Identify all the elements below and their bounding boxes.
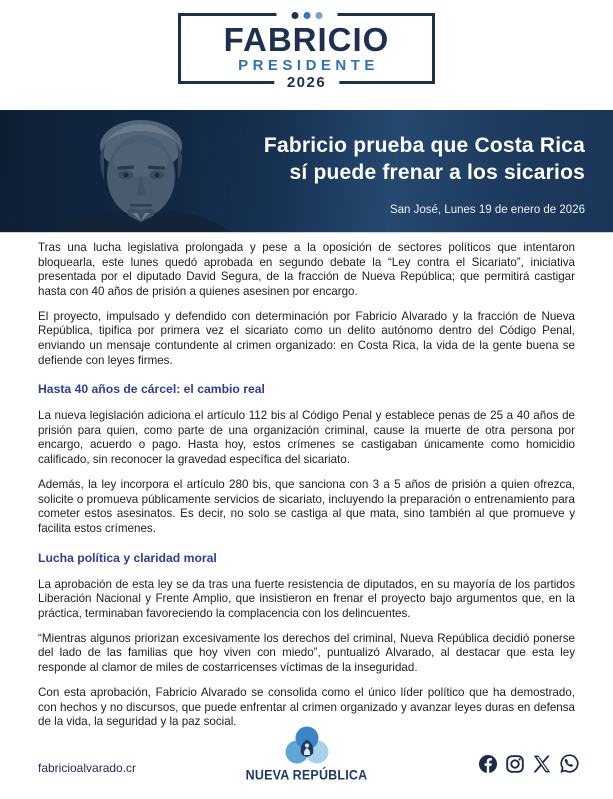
logo-dots-icon	[276, 9, 337, 21]
article-body	[0, 233, 613, 730]
instagram-icon[interactable]	[506, 755, 524, 773]
paragraph-3: La nueva legislación adiciona el artículo 112 bis al Código Penal y establece penas de 25 a 40 años de prisión para quien, como parte de una organización criminal, cause la muerte de otra persona por encargo, acuerdo o pago. Hasta hoy, estos crímenes se castigaban únicamente como homicidio calificado, sin reconocer la gravedad específica del sicariato.	[38, 409, 575, 467]
headline	[264, 132, 585, 186]
nueva-republica-logo	[237, 725, 377, 782]
section-heading-1: Hasta 40 años de cárcel: el cambio real	[38, 382, 265, 397]
dateline: San José, Lunes 19 de enero de 2026	[389, 204, 585, 216]
party-name: NUEVA REPÚBLICA	[245, 767, 368, 783]
candidate-office: PRESIDENTE	[238, 57, 379, 74]
footer	[0, 723, 613, 799]
candidate-name: FABRICIO	[223, 21, 390, 58]
whatsapp-icon[interactable]	[560, 754, 579, 773]
logo-dot-lightblue	[315, 12, 322, 19]
paragraph-2: El proyecto, impulsado y defendido con determinación por Fabricio Alvarado y la fracción de Nueva República, tipifica por primera vez el sicariato como un delito autónomo dentro del Código Penal, enviando un mensaje contundente al crimen organizado: en Costa Rica, la vida de la gente buena se defiende con leyes firmes.	[38, 309, 575, 367]
logo-dot-blue	[303, 12, 310, 19]
fabricio-photo	[0, 110, 300, 232]
portrait-illustration	[0, 110, 300, 232]
nueva-republica-circles-icon	[283, 725, 331, 767]
section-heading-2: Lucha política y claridad moral	[38, 550, 217, 565]
facebook-icon[interactable]	[479, 755, 497, 773]
campaign-logo-band	[0, 0, 613, 110]
paragraph-6: “Mientras algunos priorizan excesivamente los derechos del criminal, Nueva República decidió ponerse del lado de las familias que hoy viven con miedo”, puntualizó Alvarado, al destacar que esta ley responde al clamor de miles de costarricenses víctimas de la inseguridad.	[38, 631, 575, 674]
headline-banner	[0, 110, 613, 233]
paragraph-1: Tras una lucha legislativa prolongada y pese a la oposición de sectores políticos que intentaron bloquearla, este lunes quedó aprobada en segundo debate la “Ley contra el Sicariato”, iniciativa presentada por el diputado David Segura, de la fracción de Nueva República; que permitirá castigar hasta con 40 años de prisión a quienes asesinen por encargo.	[38, 241, 575, 298]
campaign-logo	[178, 13, 435, 91]
headline-line1: Fabricio prueba que Costa Rica	[263, 134, 585, 157]
paragraph-5: La aprobación de esta ley se da tras una fuerte resistencia de diputados, en su mayoría de los partidos Liberación Nacional y Frente Amplio, que insistieron en frenar el proyecto bajo argumentos que, en la práctica, terminaban favoreciendo la complacencia con los delincuentes.	[38, 577, 575, 620]
headline-line2: sí puede frenar a los sicarios	[289, 161, 585, 184]
paragraph-4: Además, la ley incorpora el artículo 280 bis, que sanciona con 3 a 5 años de prisión a quien ofrezca, solicite o promueva públicamente servicios de sicariato, incluyendo la preparación o entrenamiento para cometer estos asesinatos. Es decir, no solo se castiga al que mata, sino también al que promueve y facilita estos crímenes.	[38, 478, 575, 535]
logo-dot-navy	[291, 12, 298, 19]
website-link[interactable]: fabricioalvarado.cr	[38, 761, 137, 775]
paragraph-7: Con esta aprobación, Fabricio Alvarado se consolida como el único líder político que ha demostrado, con hechos y no discursos, que puede enfrentar al crimen organizado y avanzar leyes duras en defensa de la vida, la seguridad y la paz social.	[38, 686, 575, 729]
x-icon[interactable]	[533, 755, 551, 773]
social-links	[479, 754, 579, 773]
election-year: 2026	[274, 74, 339, 92]
